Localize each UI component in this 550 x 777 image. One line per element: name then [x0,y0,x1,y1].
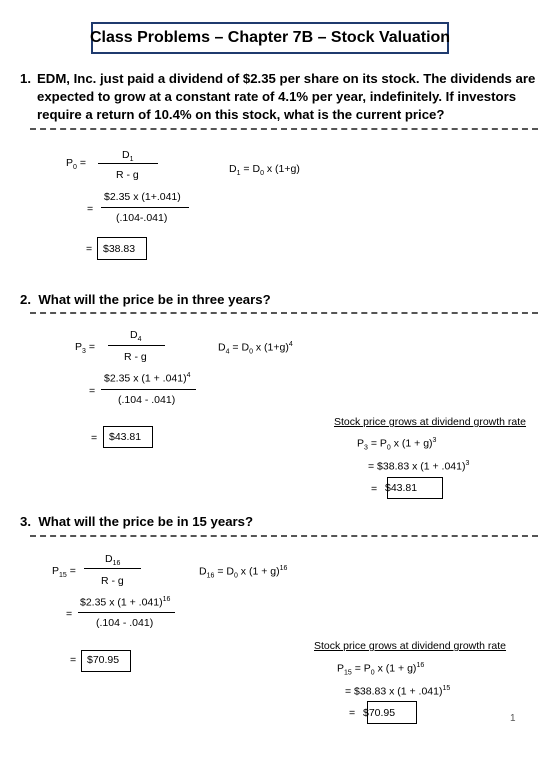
question-2-text: What will the price be in three years? [38,292,271,307]
q2-eq-2: = [89,385,96,397]
q1-denominator-2: (.104-.041) [116,212,168,224]
q3-answer: $70.95 [87,654,120,666]
q2-alt-line-2: = $38.83 x $(1 + .041)^3$ [368,460,470,473]
q3-alt-answer: $70.95 [363,707,396,719]
q2-d4-formula: $D_4 = D_0$ x $(1+g)^4$ [218,341,293,356]
q1-numerator: $D_1$ [122,149,134,164]
page-number: 1 [510,713,516,724]
q3-eq-3: = [70,654,77,666]
question-3-text: What will the price be in 15 years? [38,514,254,529]
q2-alt-formula: $P_3 = P_0$ x $(1 + g)^3$ [357,437,437,452]
q2-fraction-line-2 [101,389,196,390]
q3-numerator-2: $2.35 x $(1 + .041)^{16}$ [80,596,171,609]
divider-2 [30,312,538,314]
q2-denominator-2: (.104 - .041) [118,394,176,406]
question-3-number: 3. [20,514,31,529]
page-title [91,22,449,54]
q3-numerator: $D_{16}$ [105,553,121,568]
q3-d16-formula: $D_{16} = D_0$ x $(1 + g)^{16}$ [199,565,288,580]
question-2-number: 2. [20,292,31,307]
divider-1 [30,128,538,130]
question-3 [20,513,253,531]
q3-alt-heading: Stock price grows at dividend growth rate [314,640,507,652]
q3-eq-2: = [66,608,73,620]
question-1 [20,70,540,126]
q2-fraction-line [108,345,165,346]
question-2 [20,291,271,309]
q2-answer: $43.81 [109,431,142,443]
page-title-text: Class Problems – Chapter 7B – Stock Valuation [89,29,451,46]
divider-3 [30,535,538,537]
q3-p15-label: $P_{15}$ = [52,565,76,580]
q3-alt-line-2: = $38.83 x $(1 + .041)^{15}$ [345,685,451,698]
q1-eq-2: = [87,203,94,215]
q2-numerator-2: $2.35 x $(1 + .041)^4$ [104,372,191,385]
q2-alt-answer: $43.81 [385,482,418,494]
q2-alt-heading: Stock price grows at dividend growth rate [334,416,527,428]
q1-numerator-2: $2.35 x (1+.041) [104,191,181,203]
question-1-line-3: require a return of 10.4% on this stock, what is the current price? [37,107,445,122]
q3-denominator: R - g [101,575,124,587]
q3-denominator-2: (.104 - .041) [96,617,154,629]
q1-answer: $38.83 [103,243,136,255]
q1-denominator: R - g [116,169,139,181]
q2-numerator: $D_4$ [130,329,142,344]
q1-p0-label: $P_0$ = [66,157,86,172]
question-1-line-2: expected to grow at a constant rate of 4.1% per year, indefinitely. If investors [37,89,517,104]
q2-alt-eq: = [371,483,378,495]
question-1-number: 1. [20,71,31,86]
q3-fraction-line-2 [78,612,175,613]
q1-d1-formula: $D_1 = D_0$ x (1+g) [229,163,300,178]
q3-alt-eq: = [349,707,356,719]
q2-denominator: R - g [124,351,147,363]
q3-alt-formula: $P_{15} = P_0$ x $(1 + g)^{16}$ [337,662,425,677]
q2-eq-3: = [91,432,98,444]
q2-p3-label: $P_3$ = [75,341,95,356]
q3-fraction-line [84,568,141,569]
q1-fraction-line [98,163,158,164]
q1-fraction-line-2 [101,207,189,208]
q1-eq-3: = [86,243,93,255]
question-1-line-1: EDM, Inc. just paid a dividend of $2.35 per share on its stock. The dividends are [37,71,536,86]
